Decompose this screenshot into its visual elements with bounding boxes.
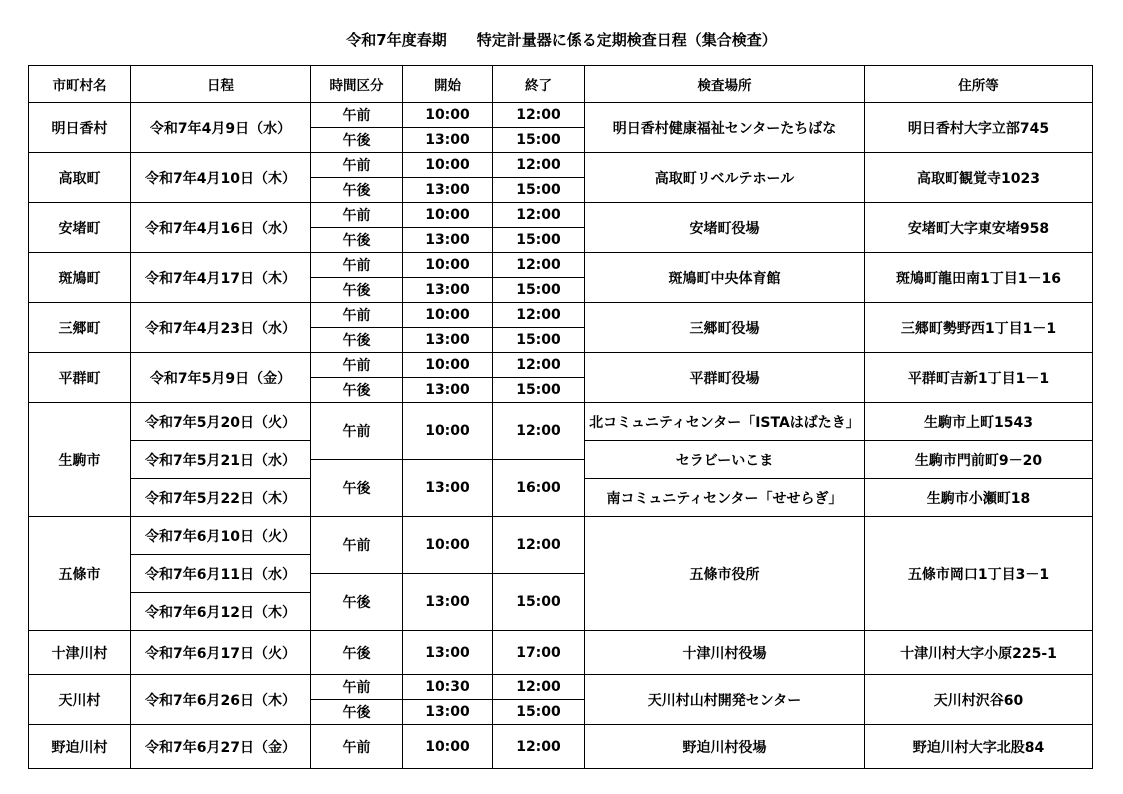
header-location: 検査場所: [585, 66, 865, 103]
time-slot-cell: 午前: [311, 675, 403, 700]
start-time-cell: 13:00: [403, 460, 493, 517]
location-cell: 斑鳩町中央体育館: [585, 253, 865, 303]
start-time-cell: 13:00: [403, 178, 493, 203]
end-time-cell: 15:00: [493, 378, 585, 403]
end-time-cell: 15:00: [493, 700, 585, 725]
time-slot-cell: 午後: [311, 574, 403, 631]
municipality-cell: 明日香村: [29, 103, 131, 153]
time-slot-cell: 午前: [311, 353, 403, 378]
table-row: [29, 675, 1093, 700]
page-title: 令和7年度春期 特定計量器に係る定期検査日程（集合検査）: [346, 31, 777, 49]
date-cell: 令和7年6月11日（水）: [131, 555, 311, 593]
location-cell: 十津川村役場: [585, 631, 865, 675]
start-time-cell: 10:00: [403, 725, 493, 769]
location-cell: 南コミュニティセンター「せせらぎ」: [585, 479, 865, 517]
end-time-cell: 15:00: [493, 278, 585, 303]
start-time-cell: 10:00: [403, 103, 493, 128]
date-cell: 令和7年6月17日（火）: [131, 631, 311, 675]
start-time-cell: 13:00: [403, 328, 493, 353]
municipality-cell: 生駒市: [29, 403, 131, 517]
date-cell: 令和7年4月23日（水）: [131, 303, 311, 353]
start-time-cell: 10:00: [403, 203, 493, 228]
date-cell: 令和7年6月27日（金）: [131, 725, 311, 769]
table-row: [29, 253, 1093, 278]
address-cell: 生駒市上町1543: [865, 403, 1093, 441]
date-cell: 令和7年5月21日（水）: [131, 441, 311, 479]
time-slot-cell: 午後: [311, 178, 403, 203]
time-slot-cell: 午前: [311, 203, 403, 228]
time-slot-cell: 午前: [311, 153, 403, 178]
start-time-cell: 13:00: [403, 631, 493, 675]
header-start: 開始: [403, 66, 493, 103]
table-row: [29, 353, 1093, 378]
end-time-cell: 12:00: [493, 103, 585, 128]
time-slot-cell: 午後: [311, 631, 403, 675]
date-cell: 令和7年5月22日（木）: [131, 479, 311, 517]
end-time-cell: 12:00: [493, 725, 585, 769]
start-time-cell: 10:00: [403, 517, 493, 574]
end-time-cell: 12:00: [493, 353, 585, 378]
header-address: 住所等: [865, 66, 1093, 103]
date-cell: 令和7年5月20日（火）: [131, 403, 311, 441]
header-time-slot: 時間区分: [311, 66, 403, 103]
location-cell: 北コミュニティセンター「ISTAはばたき」: [585, 403, 865, 441]
table-row: [29, 103, 1093, 128]
time-slot-cell: 午前: [311, 103, 403, 128]
municipality-cell: 斑鳩町: [29, 253, 131, 303]
date-cell: 令和7年4月9日（水）: [131, 103, 311, 153]
municipality-cell: 天川村: [29, 675, 131, 725]
address-cell: 安堵町大字東安堵958: [865, 203, 1093, 253]
date-cell: 令和7年6月26日（木）: [131, 675, 311, 725]
municipality-cell: 安堵町: [29, 203, 131, 253]
date-cell: 令和7年5月9日（金）: [131, 353, 311, 403]
start-time-cell: 13:00: [403, 700, 493, 725]
start-time-cell: 10:00: [403, 353, 493, 378]
address-cell: 十津川村大字小原225-1: [865, 631, 1093, 675]
time-slot-cell: 午後: [311, 328, 403, 353]
municipality-cell: 平群町: [29, 353, 131, 403]
header-end: 終了: [493, 66, 585, 103]
location-cell: 三郷町役場: [585, 303, 865, 353]
location-cell: 平群町役場: [585, 353, 865, 403]
time-slot-cell: 午後: [311, 228, 403, 253]
end-time-cell: 12:00: [493, 403, 585, 460]
location-cell: 高取町リベルテホール: [585, 153, 865, 203]
end-time-cell: 12:00: [493, 675, 585, 700]
table-row: [29, 403, 1093, 422]
end-time-cell: 12:00: [493, 303, 585, 328]
start-time-cell: 13:00: [403, 278, 493, 303]
municipality-cell: 十津川村: [29, 631, 131, 675]
end-time-cell: 12:00: [493, 517, 585, 574]
time-slot-cell: 午後: [311, 128, 403, 153]
municipality-cell: 五條市: [29, 517, 131, 631]
date-cell: 令和7年6月10日（火）: [131, 517, 311, 555]
start-time-cell: 10:30: [403, 675, 493, 700]
table-row: [29, 517, 1093, 536]
end-time-cell: 12:00: [493, 203, 585, 228]
municipality-cell: 野迫川村: [29, 725, 131, 769]
start-time-cell: 13:00: [403, 128, 493, 153]
location-cell: 安堵町役場: [585, 203, 865, 253]
address-cell: 五條市岡口1丁目3－1: [865, 517, 1093, 631]
end-time-cell: 17:00: [493, 631, 585, 675]
time-slot-cell: 午後: [311, 700, 403, 725]
address-cell: 斑鳩町龍田南1丁目1－16: [865, 253, 1093, 303]
table-row: [29, 203, 1093, 228]
table-row: [29, 303, 1093, 328]
start-time-cell: 13:00: [403, 228, 493, 253]
start-time-cell: 13:00: [403, 378, 493, 403]
end-time-cell: 15:00: [493, 574, 585, 631]
municipality-cell: 高取町: [29, 153, 131, 203]
start-time-cell: 10:00: [403, 153, 493, 178]
table-row: [29, 153, 1093, 178]
end-time-cell: 15:00: [493, 128, 585, 153]
header-row: [29, 66, 1093, 103]
date-cell: 令和7年4月10日（木）: [131, 153, 311, 203]
end-time-cell: 12:00: [493, 253, 585, 278]
end-time-cell: 15:00: [493, 228, 585, 253]
address-cell: 高取町観覚寺1023: [865, 153, 1093, 203]
schedule-table: [28, 65, 1093, 769]
end-time-cell: 15:00: [493, 328, 585, 353]
address-cell: 生駒市小瀬町18: [865, 479, 1093, 517]
address-cell: 天川村沢谷60: [865, 675, 1093, 725]
location-cell: 五條市役所: [585, 517, 865, 631]
address-cell: 野迫川村大字北股84: [865, 725, 1093, 769]
table-row: [29, 725, 1093, 769]
address-cell: 明日香村大字立部745: [865, 103, 1093, 153]
location-cell: 明日香村健康福祉センターたちばな: [585, 103, 865, 153]
address-cell: 生駒市門前町9－20: [865, 441, 1093, 479]
time-slot-cell: 午前: [311, 403, 403, 460]
time-slot-cell: 午前: [311, 253, 403, 278]
start-time-cell: 13:00: [403, 574, 493, 631]
start-time-cell: 10:00: [403, 403, 493, 460]
location-cell: 天川村山村開発センター: [585, 675, 865, 725]
location-cell: 野迫川村役場: [585, 725, 865, 769]
address-cell: 三郷町勢野西1丁目1－1: [865, 303, 1093, 353]
time-slot-cell: 午前: [311, 303, 403, 328]
location-cell: セラビーいこま: [585, 441, 865, 479]
address-cell: 平群町吉新1丁目1－1: [865, 353, 1093, 403]
start-time-cell: 10:00: [403, 303, 493, 328]
time-slot-cell: 午前: [311, 725, 403, 769]
time-slot-cell: 午後: [311, 378, 403, 403]
end-time-cell: 12:00: [493, 153, 585, 178]
start-time-cell: 10:00: [403, 253, 493, 278]
header-municipality: 市町村名: [29, 66, 131, 103]
header-date: 日程: [131, 66, 311, 103]
date-cell: 令和7年4月16日（水）: [131, 203, 311, 253]
date-cell: 令和7年4月17日（木）: [131, 253, 311, 303]
table-row: [29, 631, 1093, 675]
time-slot-cell: 午前: [311, 517, 403, 574]
end-time-cell: 16:00: [493, 460, 585, 517]
time-slot-cell: 午後: [311, 460, 403, 517]
date-cell: 令和7年6月12日（木）: [131, 593, 311, 631]
municipality-cell: 三郷町: [29, 303, 131, 353]
end-time-cell: 15:00: [493, 178, 585, 203]
time-slot-cell: 午後: [311, 278, 403, 303]
